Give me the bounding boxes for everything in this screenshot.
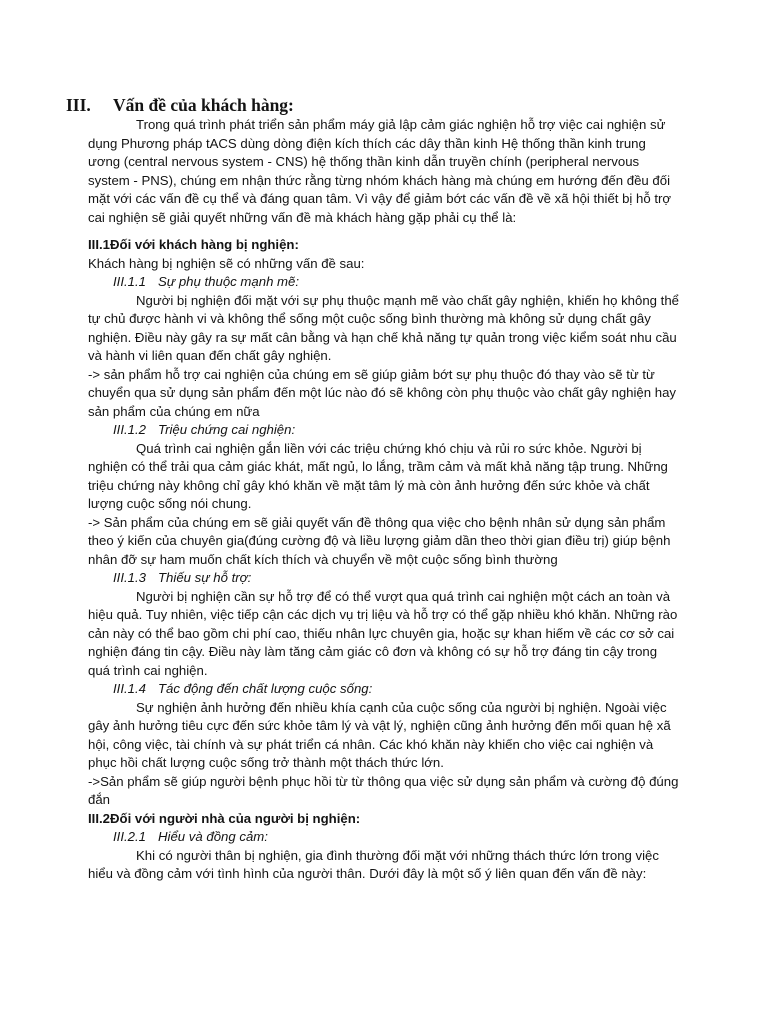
item-title: Tác động đến chất lượng cuộc sống: — [158, 681, 373, 696]
document-body — [88, 116, 680, 884]
item-body-1-2: Quá trình cai nghiện gắn liền với các triệu chứng khó chịu và rủi ro sức khỏe. Người bị nghiện có thể trải qua cảm giác khát, mất ngủ, lo lắng, trầm cảm và mất khả năng tập trung. Những triệu chứng này không chỉ gây khó khăn về mặt tâm lý mà còn ảnh hưởng đến sức khỏe và chất lượng cuộc sống nói chung. — [88, 440, 668, 511]
item-title: Thiếu sự hỗ trợ: — [158, 570, 252, 585]
item-heading-2-1 — [88, 828, 680, 847]
item-title: Hiểu và đồng cảm: — [158, 829, 268, 844]
item-note-1-2: -> Sản phẩm của chúng em sẽ giải quyết vấn đề thông qua việc cho bệnh nhân sử dụng sản phẩm theo ý kiến của chuyên gia(đúng cường độ và liều lượng giảm dần theo thời gian điều trị) giúp bệnh nhân đỡ sự ham muốn chất kích thích và chuyển về một cuộc sống bình thường — [88, 514, 671, 567]
item-heading-1-2 — [88, 421, 680, 440]
item-heading-1-1 — [88, 273, 680, 292]
section-title: Vấn đề của khách hàng: — [113, 95, 294, 115]
intro-paragraph: Trong quá trình phát triển sản phẩm máy giả lập cảm giác nghiện hỗ trợ việc cai nghiện sử dụng Phương pháp tACS dùng dòng điện kích thích các dây thần kinh Hệ thống thần kinh trung ương (central nervous system - CNS) hệ thống thần kinh dẫn truyền chính (peripheral nervous system - PNS), chúng em nhận thức rằng từng nhóm khách hàng mà chúng em hướng đến đều đối mặt với các vấn đề cụ thể và đáng quan tâm. Vì vậy để giảm bớt các vấn đề về xã hội thiết bị hỗ trợ cai nghiện sẽ giải quyết những vấn đề mà khách hàng gặp phải cụ thể là: — [88, 117, 672, 225]
subsection-lead: Khách hàng bị nghiện sẽ có những vấn đề sau: — [88, 255, 365, 271]
item-heading-1-4 — [88, 680, 680, 699]
item-heading-1-3 — [88, 569, 680, 588]
item-body-2-1: Khi có người thân bị nghiện, gia đình thường đối mặt với những thách thức lớn trong việc hiểu và đồng cảm với tình hình của người thân. Dưới đây là một số ý liên quan đến vấn đề này: — [88, 847, 659, 881]
item-body-1-4: Sự nghiện ảnh hưởng đến nhiều khía cạnh của cuộc sống của người bị nghiện. Ngoài việc gây ảnh hưởng tiêu cực đến sức khỏe tâm lý và vật lý, nghiện cũng ảnh hưởng đến mối quan hệ xã hội, công việc, tài chính và sự phát triển cá nhân. Các khó khăn này khiến cho việc cai nghiện và phục hồi chất lượng cuộc sống trở thành một thách thức lớn. — [88, 699, 671, 770]
item-number: III.1.4 — [113, 681, 146, 696]
item-title: Sự phụ thuộc mạnh mẽ: — [158, 274, 300, 289]
item-number: III.1.2 — [113, 422, 146, 437]
section-number: III. — [66, 95, 91, 115]
subsection-heading-2: III.2Đối với người nhà của người bị nghiện: — [88, 810, 361, 826]
item-number: III.1.3 — [113, 570, 146, 585]
item-title: Triệu chứng cai nghiện: — [158, 422, 296, 437]
item-body-1-3: Người bị nghiện cần sự hỗ trợ để có thể vượt qua quá trình cai nghiện một cách an toàn và hiệu quả. Tuy nhiên, việc tiếp cận các dịch vụ trị liệu và hỗ trợ có thể gặp nhiều khó khăn. Những rào cản này có thể bao gồm chi phí cao, thiếu nhân lực chuyên gia, hoặc sự khan hiếm về các cơ sở cai nghiện đáng tin cậy. Điều này làm tăng cảm giác cô đơn và không có sự hỗ trợ đáng tin cậy trong quá trình cai nghiện. — [88, 588, 678, 678]
subsection-heading-1: III.1Đối với khách hàng bị nghiện: — [88, 237, 299, 252]
item-body-1-1: Người bị nghiện đối mặt với sự phụ thuộc mạnh mẽ vào chất gây nghiện, khiến họ không thể tự chủ được hành vi và không thể sống một cuộc sống bình thường mà không sử dụng chất gây nghiện. Điều này gây ra sự mất cân bằng và hạn chế khả năng tự quản trong việc kiểm soát nhu cầu và hành vi liên quan đến chất gây nghiện. — [88, 292, 679, 363]
item-note-1-4: ->Sản phẩm sẽ giúp người bệnh phục hồi từ từ thông qua việc sử dụng sản phẩm và cường độ đúng đắn — [88, 773, 679, 807]
item-note-1-1: -> sản phẩm hỗ trợ cai nghiện của chúng em sẽ giúp giảm bớt sự phụ thuộc đó thay vào sẽ từ từ chuyển qua sử dụng sản phẩm đến một lúc nào đó sẽ không còn phụ thuộc vào chất gây nghiện hay sản phẩm của chúng em nữa — [88, 366, 677, 419]
item-number: III.1.1 — [113, 274, 146, 289]
item-number: III.2.1 — [113, 829, 146, 844]
section-heading — [66, 93, 294, 117]
